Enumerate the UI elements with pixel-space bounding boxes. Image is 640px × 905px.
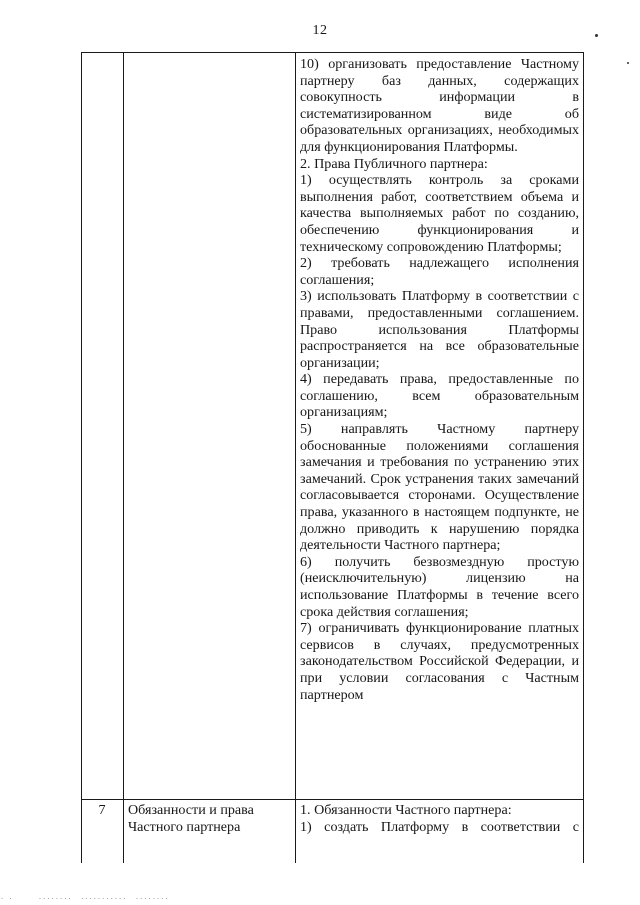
list-item: 1) осуществлять контроль за сроками выполнения работ, соответствием объема и качества выполняемых работ по созданию, обеспечению функционирования и техническому сопровождению Платформы; bbox=[300, 172, 579, 255]
document-table bbox=[81, 52, 584, 863]
list-item: 5) направлять Частному партнеру обоснованные положениями соглашения замечания и требования по устранению этих замечаний. Срок устранения таких замечаний согласовывается сторонами. Осуществление права, указанного в настоящем подпункте, не должно приводить к нарушению порядка деятельности Частного партнера; bbox=[300, 421, 579, 554]
row-number: 7 bbox=[98, 802, 106, 818]
row-title: Обязанности и права Частного партнера bbox=[128, 802, 254, 835]
list-item: 2) требовать надлежащего исполнения соглашения; bbox=[300, 255, 579, 288]
section-heading: 2. Права Публичного партнера: bbox=[300, 155, 488, 172]
row-title-cell bbox=[128, 802, 291, 863]
list-item: 4) передавать права, предоставленные по соглашению, всем образовательным организациям; bbox=[300, 371, 579, 421]
scan-speck bbox=[595, 34, 598, 37]
section-heading: 1. Обязанности Частного партнера: bbox=[300, 802, 512, 818]
row-number-cell bbox=[81, 52, 123, 799]
list-item: 3) использовать Платформу в соответствии с правами, предоставленными соглашением. Право использования Платформы распространяется на все образовательные организации; bbox=[300, 288, 579, 371]
list-item: 7) ограничивать функционирование платных сервисов в случаях, предусмотренных законодательством Российской Федерации, и при условии согласования с Частным партнером bbox=[300, 620, 579, 703]
list-item: 1) создать Платформу в соответствии с bbox=[300, 818, 579, 835]
scan-speck bbox=[627, 62, 629, 64]
page-number: 12 bbox=[312, 23, 328, 38]
list-item: 6) получить безвозмездную простую (неисключительную) лицензию на использование Платформы в течение всего срока действия соглашения; bbox=[300, 553, 579, 620]
row-number-cell bbox=[81, 802, 123, 863]
row-content-cell bbox=[300, 802, 579, 863]
table-row bbox=[81, 52, 584, 799]
row-title-cell bbox=[124, 52, 295, 799]
row-content-cell bbox=[300, 56, 579, 799]
scan-marks: . . ........ ........... ........ bbox=[0, 893, 169, 901]
list-item: 10) организовать предоставление Частному партнеру баз данных, содержащих совокупность информации в систематизированном виде об образовательных организациях, необходимых для функционирования Платформы. bbox=[300, 56, 579, 155]
table-row bbox=[81, 800, 584, 863]
